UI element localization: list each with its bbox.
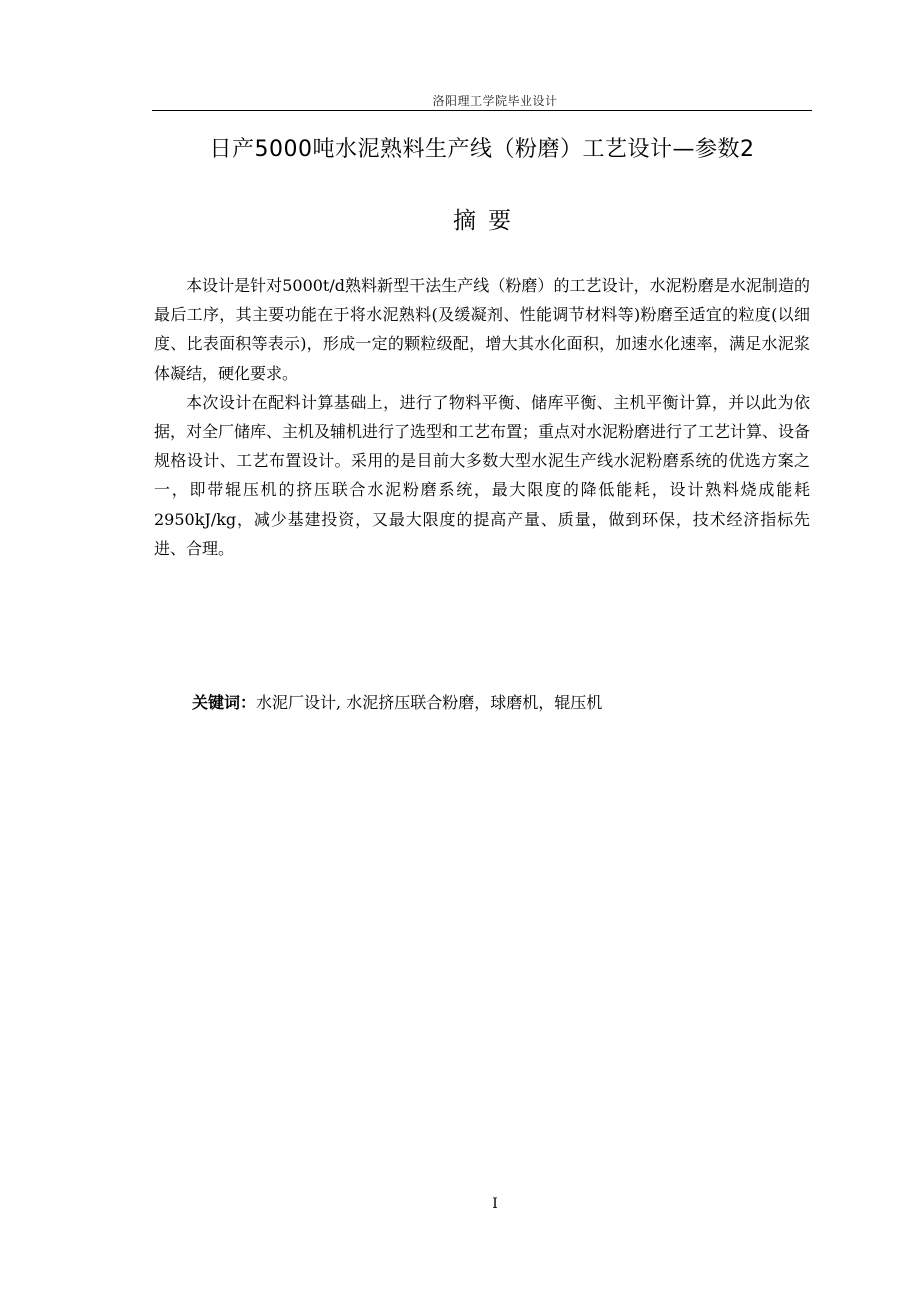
abstract-paragraph-2: 本次设计在配料计算基础上，进行了物料平衡、储库平衡、主机平衡计算，并以此为依据，对全厂储库、主机及辅机进行了选型和工艺布置；重点对水泥粉磨进行了工艺计算、设备规格设计、工艺布置设计。采用的是目前大多数大型水泥生产线水泥粉磨系统的优选方案之一，即带辊压机的挤压联合水泥粉磨系统，最大限度的降低能耗，设计熟料烧成能耗2950kJ/kg，减少基建投资，又最大限度的提高产量、质量，做到环保，技术经济指标先进、合理。 — [154, 392, 811, 558]
page-number: I — [492, 1196, 498, 1212]
document-title: 日产5000吨水泥熟料生产线（粉磨）工艺设计—参数2 — [209, 137, 755, 162]
running-header: 洛阳理工学院毕业设计 — [432, 94, 558, 108]
abstract-paragraph-1: 本设计是针对5000t/d熟料新型干法生产线（粉磨）的工艺设计，水泥粉磨是水泥制造的最后工序，其主要功能在于将水泥熟料(及缓凝剂、性能调节材料等)粉磨至适宜的粒度(以细度、比表面积等表示)，形成一定的颗粒级配，增大其水化面积，加速水化速率，满足水泥浆体凝结，硬化要求。 — [154, 276, 810, 383]
keywords-label: 关键词： — [192, 693, 257, 712]
abstract-heading: 摘要 — [453, 208, 523, 234]
keywords-text: 水泥厂设计, 水泥挤压联合粉磨，球磨机，辊压机 — [256, 693, 603, 712]
abstract-body — [154, 271, 810, 563]
header-divider — [152, 110, 812, 111]
keywords-line — [192, 690, 602, 713]
